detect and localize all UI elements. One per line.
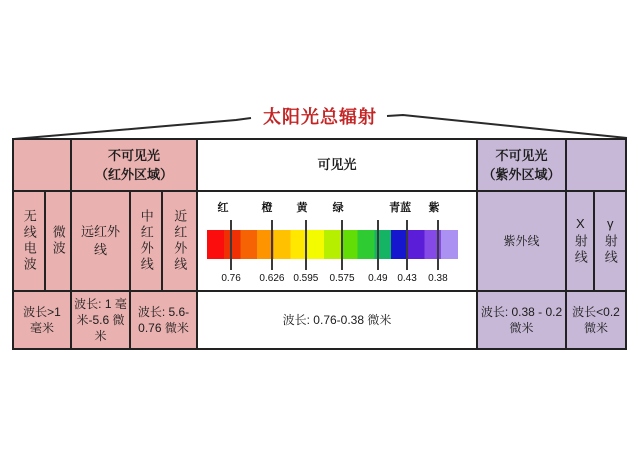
spectrum-boundary-tick (377, 220, 379, 270)
header-ultraviolet-line1: 不可见光 (495, 147, 548, 163)
spectrum-boundary-tick (305, 220, 307, 270)
wavelength-radio-microwave: 波长>1 毫米 (14, 292, 70, 348)
header-infrared (72, 140, 196, 190)
roof-connector-lines (0, 0, 640, 145)
spectrum-boundary-tick (437, 220, 439, 270)
spectrum-color-label: 紫 (428, 202, 440, 214)
spectrum-boundary-tick (406, 220, 408, 270)
wavelength-ultraviolet: 波长: 0.38 - 0.2 微米 (478, 292, 565, 348)
spectrum-color-label: 红 (217, 202, 229, 214)
spectrum-boundary-value: 0.76 (221, 273, 241, 284)
header-empty-rays (567, 140, 625, 190)
spectrum-color-bar (207, 230, 458, 259)
spectrum-boundary-tick (230, 220, 232, 270)
band-microwave: 微波 (46, 192, 70, 290)
band-radio-waves: 无线电波 (14, 192, 44, 290)
spectrum-boundary-value: 0.49 (368, 273, 388, 284)
spectrum-boundary-value: 0.595 (293, 273, 319, 284)
spectrum-boundary-value: 0.626 (259, 273, 285, 284)
header-infrared-line2: （红外区域） (94, 167, 173, 182)
visible-spectrum-area (198, 192, 476, 290)
spectrum-color-label: 青蓝 (389, 202, 412, 214)
header-ultraviolet (478, 140, 565, 190)
roof-line-right (387, 115, 627, 138)
wavelength-xray-gamma: 波长<0.2 微米 (567, 292, 625, 348)
spectrum-color-label: 黄 (296, 202, 308, 214)
spectrum-boundary-tick (341, 220, 343, 270)
roof-line-left (14, 118, 251, 139)
spectrum-boundary-value: 0.575 (329, 273, 355, 284)
wavelength-visible: 波长: 0.76-0.38 微米 (198, 292, 476, 348)
spectrum-color-label: 绿 (332, 202, 344, 214)
band-far-infrared-label: 远红外线 (80, 224, 120, 257)
spectrum-boundary-tick (271, 220, 273, 270)
spectrum-color-label: 橙 (261, 202, 273, 214)
spectrum-boundary-value: 0.38 (428, 273, 448, 284)
spectrum-boundary-value: 0.43 (397, 273, 417, 284)
wavelength-mid-near-infrared: 波长: 5.6-0.76 微米 (131, 292, 196, 348)
spectrum-table (12, 138, 627, 350)
band-gamma-ray: γ射线 (595, 192, 625, 290)
header-ultraviolet-line2: （紫外区域） (482, 167, 561, 182)
band-far-infrared (72, 192, 129, 290)
header-visible: 可见光 (198, 140, 476, 190)
band-ultraviolet: 紫外线 (478, 192, 565, 290)
band-mid-infrared: 中红外线 (131, 192, 161, 290)
header-infrared-line1: 不可见光 (107, 147, 160, 163)
wavelength-far-infrared: 波长: 1 毫米-5.6 微米 (72, 292, 129, 348)
header-empty-radio (14, 140, 70, 190)
band-near-infrared: 近红外线 (163, 192, 196, 290)
diagram-title: 太阳光总辐射 (263, 107, 377, 127)
band-xray: X射线 (567, 192, 593, 290)
